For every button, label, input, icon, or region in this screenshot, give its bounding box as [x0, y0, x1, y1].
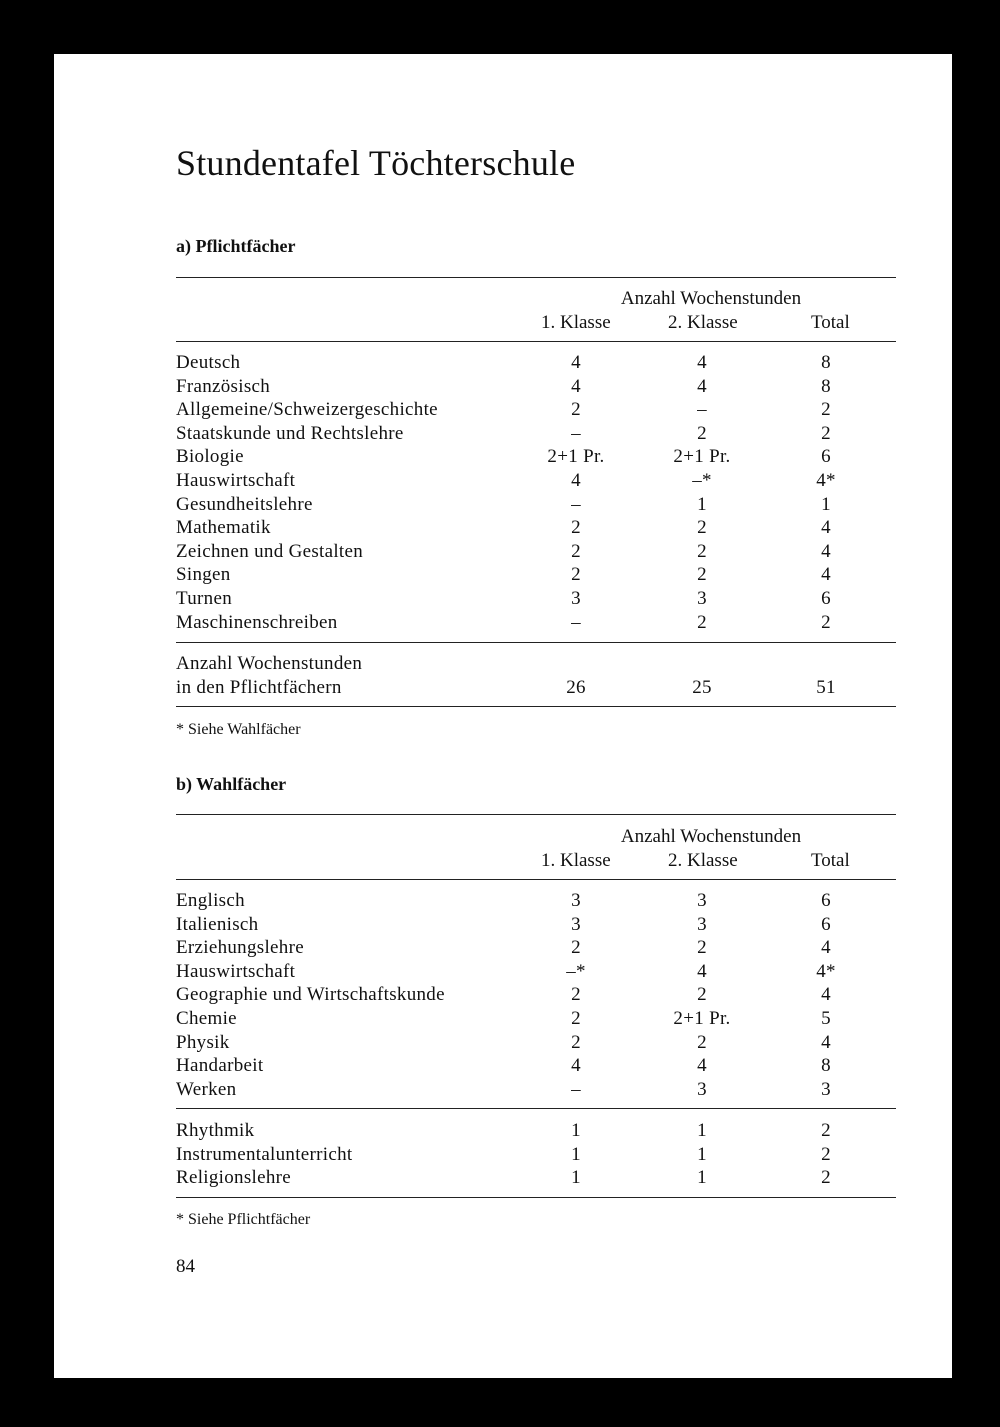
subject-cell: Zeichnen und Gestalten — [176, 540, 364, 562]
klasse-1-cell: 1 — [571, 1143, 581, 1165]
table-row — [176, 493, 896, 517]
klasse-1-cell: –* — [566, 960, 586, 982]
total-klasse-2: 25 — [692, 677, 712, 698]
total-cell: 2 — [821, 1167, 831, 1189]
klasse-1-cell: 4 — [571, 470, 581, 491]
total-cell: 6 — [821, 913, 831, 935]
klasse-1-cell: – — [571, 422, 581, 444]
subject-cell: Italienisch — [176, 913, 259, 935]
klasse-2-cell: 1 — [697, 1120, 707, 1141]
total-cell: 2 — [821, 1143, 831, 1165]
table-b-col-2: 2. Klasse — [668, 850, 738, 871]
rule — [176, 1197, 896, 1198]
table-row — [176, 1143, 896, 1167]
klasse-2-cell: 2 — [697, 611, 707, 633]
klasse-2-cell: 2+1 Pr. — [673, 446, 731, 468]
klasse-2-cell: 2 — [697, 937, 707, 959]
klasse-2-cell: 3 — [697, 588, 707, 609]
total-label-2: in den Pflichtfächern — [176, 677, 342, 698]
klasse-2-cell: 2 — [697, 422, 707, 444]
subject-cell: Religionslehre — [176, 1167, 292, 1189]
subject-cell: Hauswirtschaft — [176, 470, 296, 491]
klasse-2-cell: 3 — [697, 1078, 707, 1100]
total-klasse-1: 26 — [566, 677, 586, 698]
table-a-group-header: Anzahl Wochenstunden — [620, 288, 802, 309]
table-b-col-1: 1. Klasse — [541, 850, 611, 871]
subject-cell: Physik — [176, 1031, 230, 1053]
table-row — [176, 1119, 896, 1143]
subject-cell: Staatskunde und Rechtslehre — [176, 422, 404, 444]
section-b-note: * Siehe Pflichtfächer — [176, 1211, 311, 1228]
klasse-1-cell: 2 — [571, 937, 581, 959]
table-row — [176, 1054, 896, 1078]
section-a-heading: a) Pflichtfächer — [176, 236, 296, 256]
table-row — [176, 375, 896, 399]
klasse-1-cell: 2 — [571, 399, 581, 421]
klasse-1-cell: – — [571, 1078, 581, 1100]
total-cell: 4 — [821, 984, 831, 1006]
total-cell: 6 — [821, 588, 831, 609]
klasse-2-cell: 4 — [697, 960, 707, 982]
klasse-1-cell: 2 — [571, 1031, 581, 1053]
subject-cell: Englisch — [176, 890, 245, 911]
rule — [176, 814, 896, 815]
klasse-2-cell: 4 — [697, 1055, 707, 1077]
table-row — [176, 1166, 896, 1190]
table-row — [176, 540, 896, 564]
total-cell: 2 — [821, 1120, 831, 1141]
total-cell: 4* — [816, 470, 836, 491]
klasse-2-cell: 4 — [697, 375, 707, 397]
total-cell: 6 — [821, 446, 831, 468]
total-cell: 4 — [821, 517, 831, 539]
subject-cell: Handarbeit — [176, 1055, 264, 1077]
klasse-2-cell: 2 — [697, 984, 707, 1006]
klasse-1-cell: – — [571, 611, 581, 633]
klasse-1-cell: – — [571, 493, 581, 515]
subject-cell: Hauswirtschaft — [176, 960, 296, 982]
klasse-2-cell: 3 — [697, 913, 707, 935]
table-row — [176, 351, 896, 375]
klasse-2-cell: –* — [692, 470, 712, 491]
table-row — [176, 889, 896, 913]
total-cell: 8 — [821, 375, 831, 397]
klasse-2-cell: 2 — [697, 564, 707, 586]
rule — [176, 706, 896, 707]
table-row — [176, 960, 896, 984]
klasse-2-cell: 2+1 Pr. — [673, 1008, 731, 1029]
total-label-1: Anzahl Wochenstunden — [176, 653, 363, 674]
subject-cell: Maschinenschreiben — [176, 611, 338, 633]
klasse-1-cell: 2 — [571, 517, 581, 539]
table-row — [176, 516, 896, 540]
table-row — [176, 445, 896, 469]
klasse-1-cell: 4 — [571, 352, 581, 373]
total-cell: 4 — [821, 1031, 831, 1053]
document-page — [54, 54, 952, 1378]
table-row — [176, 587, 896, 611]
table-row — [176, 913, 896, 937]
klasse-2-cell: 1 — [697, 1167, 707, 1189]
klasse-2-cell: 3 — [697, 890, 707, 911]
rule — [176, 879, 896, 880]
subject-cell: Instrumentalunterricht — [176, 1143, 353, 1165]
total-cell: 8 — [821, 1055, 831, 1077]
subject-cell: Erziehungslehre — [176, 937, 304, 959]
total-cell: 4 — [821, 540, 831, 562]
klasse-1-cell: 3 — [571, 588, 581, 609]
klasse-1-cell: 4 — [571, 375, 581, 397]
klasse-1-cell: 2 — [571, 984, 581, 1006]
klasse-1-cell: 3 — [571, 890, 581, 911]
table-row — [176, 422, 896, 446]
total-cell: 2 — [821, 611, 831, 633]
table-row — [176, 983, 896, 1007]
subject-cell: Gesundheitslehre — [176, 493, 313, 515]
klasse-2-cell: 1 — [697, 1143, 707, 1165]
page-number: 84 — [176, 1256, 195, 1277]
section-b-heading: b) Wahlfächer — [176, 774, 287, 794]
table-a-col-3: Total — [811, 312, 850, 333]
klasse-1-cell: 3 — [571, 913, 581, 935]
total-cell: 4* — [816, 960, 836, 982]
klasse-2-cell: 1 — [697, 493, 707, 515]
total-cell: 5 — [821, 1008, 831, 1029]
rule — [176, 341, 896, 342]
klasse-1-cell: 1 — [571, 1167, 581, 1189]
total-cell: 1 — [821, 493, 831, 515]
klasse-1-cell: 2 — [571, 564, 581, 586]
klasse-1-cell: 4 — [571, 1055, 581, 1077]
total-cell: 4 — [821, 937, 831, 959]
table-row — [176, 1078, 896, 1102]
total-total: 51 — [816, 677, 836, 698]
table-row — [176, 1007, 896, 1031]
subject-cell: Rhythmik — [176, 1120, 255, 1141]
rule — [176, 642, 896, 643]
subject-cell: Turnen — [176, 588, 232, 609]
table-row — [176, 563, 896, 587]
klasse-2-cell: 2 — [697, 1031, 707, 1053]
subject-cell: Allgemeine/Schweizergeschichte — [176, 399, 438, 421]
total-cell: 6 — [821, 890, 831, 911]
table-a-col-2: 2. Klasse — [668, 312, 738, 333]
total-cell: 3 — [821, 1078, 831, 1100]
total-cell: 2 — [821, 399, 831, 421]
table-row — [176, 469, 896, 493]
page-title: Stundentafel Töchterschule — [176, 143, 576, 183]
table-a-total-row — [176, 676, 896, 700]
total-cell: 4 — [821, 564, 831, 586]
klasse-2-cell: – — [697, 399, 707, 421]
subject-cell: Mathematik — [176, 517, 271, 539]
subject-cell: Deutsch — [176, 352, 241, 373]
subject-cell: Chemie — [176, 1008, 237, 1029]
table-a-col-1: 1. Klasse — [541, 312, 611, 333]
klasse-2-cell: 2 — [697, 517, 707, 539]
section-a-note: * Siehe Wahlfächer — [176, 721, 301, 738]
klasse-1-cell: 1 — [571, 1120, 581, 1141]
table-row — [176, 611, 896, 635]
klasse-1-cell: 2 — [571, 1008, 581, 1029]
klasse-1-cell: 2+1 Pr. — [547, 446, 605, 468]
klasse-2-cell: 2 — [697, 540, 707, 562]
klasse-2-cell: 4 — [697, 352, 707, 373]
table-row — [176, 1031, 896, 1055]
total-cell: 8 — [821, 352, 831, 373]
klasse-1-cell: 2 — [571, 540, 581, 562]
total-cell: 2 — [821, 422, 831, 444]
subject-cell: Werken — [176, 1078, 237, 1100]
table-b-group-header: Anzahl Wochenstunden — [620, 826, 802, 847]
subject-cell: Biologie — [176, 446, 244, 468]
table-row — [176, 398, 896, 422]
table-b-col-3: Total — [811, 850, 850, 871]
subject-cell: Geographie und Wirtschaftskunde — [176, 984, 445, 1006]
table-row — [176, 936, 896, 960]
rule — [176, 277, 896, 278]
subject-cell: Singen — [176, 564, 231, 586]
rule — [176, 1108, 896, 1109]
subject-cell: Französisch — [176, 375, 271, 397]
table-a-total-label-row — [176, 652, 896, 676]
